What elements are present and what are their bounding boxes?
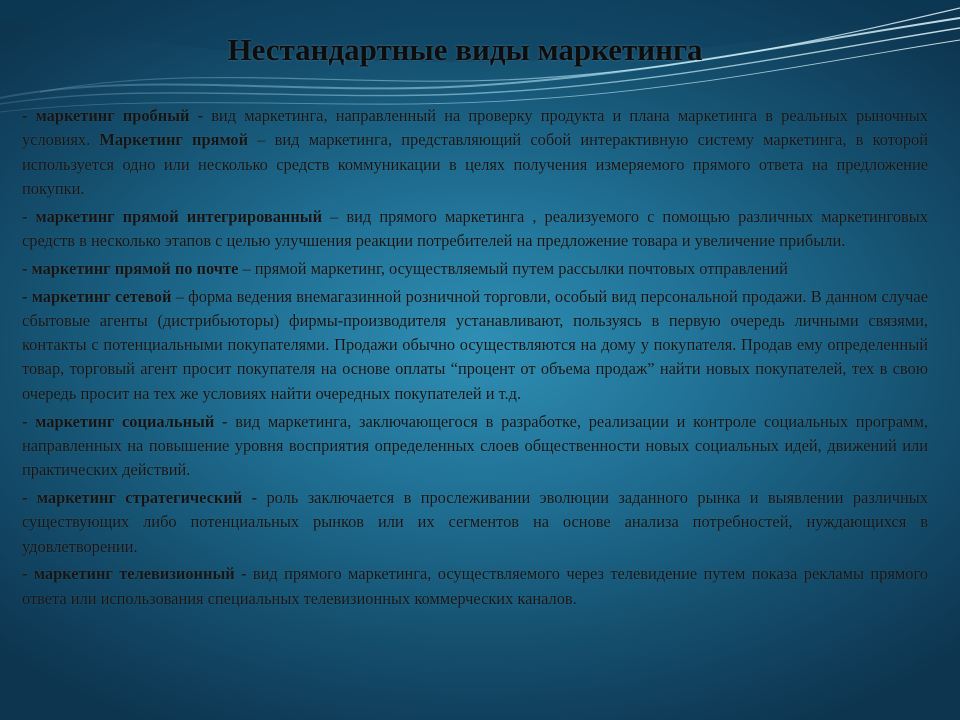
- definition-text: – вид маркетинга, представляющий собой интерактивную систему маркетинга, в которой используется одно или несколько средств коммуникации в целях получения измеряемого прямого ответа на предложение покупки.: [22, 130, 929, 198]
- definition-text: – прямой маркетинг, осуществляемый путем рассылки почтовых отправлений: [238, 258, 788, 278]
- paragraph: [22, 205, 928, 254]
- term-label: - маркетинг социальный -: [22, 411, 228, 431]
- definition-text: – форма ведения внемагазинной розничной торговли, особый вид персональной продажи. В данном случае сбытовые агенты (дистрибьюторы) фирмы-производителя устанавливают, пользуясь в первую очередь личными связями, контакты с потенциальными покупателями. Продажи обычно осуществляются на дому у покупателя. Продав ему определенный товар, торговый агент просит покупателя на основе оплаты “процент от объема продаж” найти новых покупателей, тех в свою очередь просит на тех же условиях найти очередных покупателей и т.д.: [22, 286, 928, 403]
- definition-text: роль заключается в прослеживании эволюции заданного рынка и выявлении различных существующих либо потенциальных рынков или их сегментов на основе анализа потребностей, нуждающихся в удовлетворении.: [22, 487, 928, 556]
- definition-text: вид маркетинга, заключающегося в разработке, реализации и контроле социальных программ, направленных на повышение уровня восприятия определенных слоев общественности новых социальных идей, движений или практических действий.: [22, 411, 928, 480]
- term-label: - маркетинг стратегический -: [22, 487, 258, 507]
- paragraph: [22, 562, 928, 611]
- term-label: Маркетинг прямой: [99, 130, 249, 150]
- term-label: - маркетинг прямой интегрированный: [22, 206, 323, 226]
- term-label: - маркетинг пробный -: [22, 106, 204, 125]
- paragraph: [22, 285, 928, 406]
- term-label: - маркетинг сетевой: [22, 286, 172, 306]
- slide-title: Нестандартные виды маркетинга: [227, 32, 703, 67]
- paragraph: [22, 104, 928, 201]
- paragraph: [22, 257, 928, 281]
- slide-body: [22, 104, 928, 614]
- definition-text: вид маркетинга, направленный на проверку продукта и плана маркетинга в реальных рыночных условиях.: [22, 106, 928, 150]
- term-label: - маркетинг прямой по почте: [22, 258, 239, 278]
- paragraph: [22, 410, 928, 483]
- term-label: - маркетинг телевизионный -: [22, 564, 247, 584]
- paragraph: [22, 486, 928, 559]
- definition-text: вид прямого маркетинга, осуществляемого через телевидение путем показа рекламы прямого ответа или использования специальных телевизионных коммерческих каналов.: [22, 564, 928, 608]
- definition-text: – вид прямого маркетинга , реализуемого с помощью различных маркетинговых средств в несколько этапов с целью улучшения реакции потребителей на предложение товара и увеличение прибыли.: [22, 206, 928, 250]
